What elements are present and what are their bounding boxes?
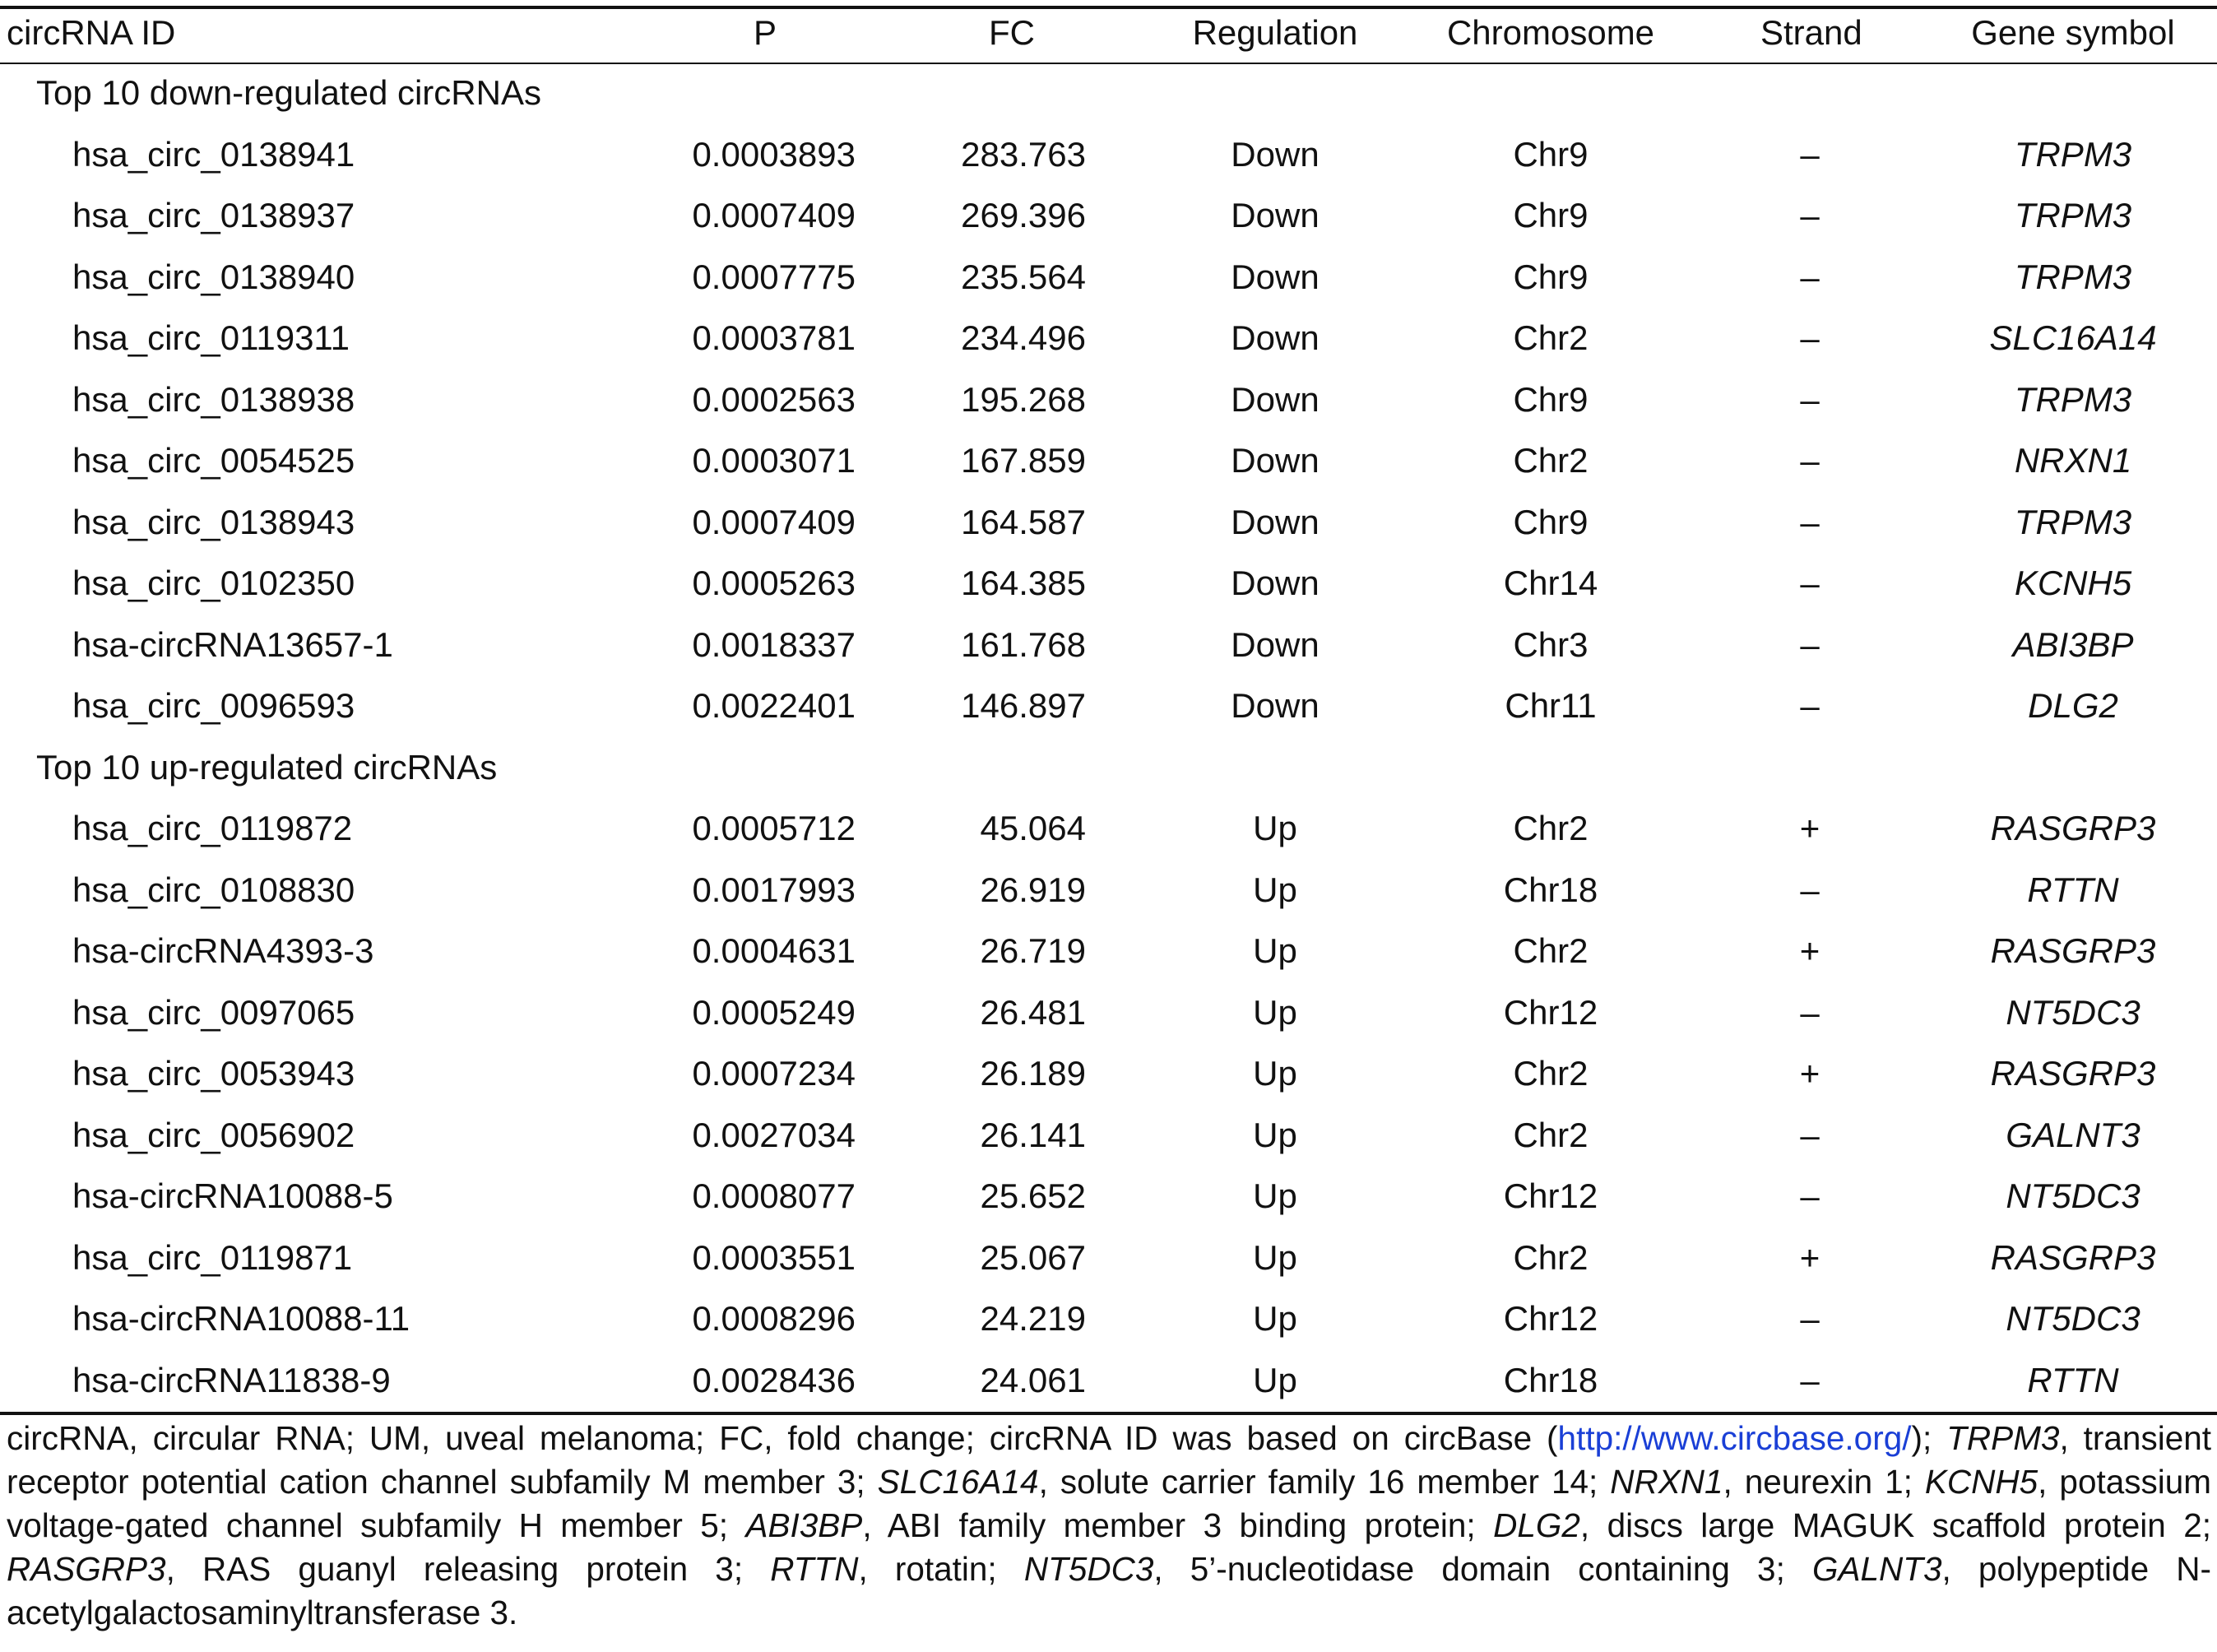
cell-gene-symbol: RASGRP3 [1990,931,2156,970]
table-row [0,492,2217,553]
cell-strand: – [1800,1176,1820,1215]
table-row [0,430,2217,491]
cell-regulation: Down [1231,379,1320,419]
gene-abbrev: GALNT3 [1811,1550,1942,1588]
cell-p-value: 0.0022401 [692,686,856,725]
cell-circrna-id: hsa-circRNA10088-11 [72,1299,410,1338]
cell-p-value: 0.0007409 [692,502,856,541]
header-fc: FC [989,13,1035,52]
footnote-text: , discs large MAGUK scaffold protein 2; [1579,1506,2211,1544]
cell-strand: + [1799,1237,1820,1277]
cell-regulation: Down [1231,318,1320,357]
table-row [0,675,2217,736]
gene-abbrev: NRXN1 [1610,1463,1723,1501]
cell-circrna-id: hsa_circ_0102350 [72,564,355,602]
cell-strand: + [1799,809,1820,847]
cell-circrna-id: hsa_circ_0138940 [72,257,355,296]
cell-chromosome: Chr12 [1503,992,1598,1032]
table-row [0,308,2217,369]
cell-fold-change: 26.719 [980,931,1086,970]
cell-p-value: 0.0003893 [692,134,856,174]
cell-gene-symbol: RTTN [2027,870,2119,909]
table-row [0,860,2217,921]
cell-gene-symbol: TRPM3 [2014,257,2132,296]
gene-abbrev: RASGRP3 [7,1550,166,1588]
cell-regulation: Down [1231,441,1320,480]
cell-p-value: 0.0008077 [692,1176,856,1215]
cell-circrna-id: hsa_circ_0097065 [72,992,355,1032]
cell-circrna-id: hsa_circ_0119311 [72,318,350,357]
table-row [0,798,2217,859]
cell-circrna-id: hsa-circRNA4393-3 [72,931,374,970]
cell-regulation: Up [1253,1054,1297,1093]
cell-p-value: 0.0017993 [692,870,856,909]
cell-chromosome: Chr3 [1513,624,1589,664]
cell-chromosome: Chr2 [1513,441,1589,480]
cell-strand: – [1800,134,1820,174]
cell-fold-change: 234.496 [961,318,1086,357]
gene-abbrev: KCNH5 [1924,1463,2038,1501]
table-row [0,1105,2217,1166]
cell-regulation: Up [1253,1360,1297,1399]
cell-regulation: Up [1253,1176,1297,1215]
cell-gene-symbol: RASGRP3 [1990,809,2156,847]
table-row [0,553,2217,614]
table-row [0,1288,2217,1349]
cell-gene-symbol: GALNT3 [2006,1115,2140,1154]
cell-p-value: 0.0005249 [692,992,856,1032]
cell-fold-change: 24.219 [980,1299,1086,1338]
footnote-text: , potassium voltage-gated channel subfamily H member 5; [7,1463,2211,1544]
header-gene-symbol: Gene symbol [1971,13,2175,52]
cell-fold-change: 195.268 [961,379,1086,419]
cell-regulation: Up [1253,870,1297,909]
table-bottom-rule [0,1412,2217,1415]
gene-abbrev: RTTN [770,1550,859,1588]
table-row [0,615,2217,675]
cell-p-value: 0.0008296 [692,1299,856,1338]
cell-fold-change: 24.061 [980,1360,1086,1399]
cell-chromosome: Chr18 [1503,1360,1598,1399]
cell-circrna-id: hsa_circ_0119872 [72,809,353,847]
cell-regulation: Up [1253,1237,1297,1277]
cell-p-value: 0.0007234 [692,1054,856,1093]
cell-strand: – [1800,686,1820,725]
cell-strand: – [1800,196,1820,234]
cell-gene-symbol: KCNH5 [2014,564,2132,602]
cell-gene-symbol: TRPM3 [2014,502,2132,541]
cell-p-value: 0.0018337 [692,624,856,664]
cell-circrna-id: hsa-circRNA13657-1 [72,624,393,664]
cell-p-value: 0.0003071 [692,441,856,480]
cell-circrna-id: hsa_circ_0138941 [72,134,355,174]
cell-fold-change: 26.919 [980,870,1086,909]
footnote-text: ); [1911,1419,1947,1457]
header-chromosome: Chromosome [1446,13,1655,52]
table-row [0,921,2217,981]
footnote-text: , solute carrier family 16 member 14; [1038,1463,1611,1501]
cell-regulation: Down [1231,564,1320,602]
cell-gene-symbol: ABI3BP [2012,624,2134,664]
cell-chromosome: Chr2 [1513,1237,1589,1277]
cell-strand: – [1800,1299,1820,1338]
circbase-link[interactable]: http://www.circbase.org/ [1557,1419,1912,1457]
cell-circrna-id: hsa_circ_0056902 [72,1115,355,1154]
cell-regulation: Down [1231,686,1320,725]
cell-fold-change: 26.189 [980,1054,1086,1093]
gene-abbrev: NT5DC3 [1023,1550,1154,1588]
cell-fold-change: 146.897 [961,686,1086,725]
cell-regulation: Up [1253,992,1297,1032]
cell-gene-symbol: TRPM3 [2014,196,2132,234]
header-regulation: Regulation [1192,13,1358,52]
cell-circrna-id: hsa-circRNA10088-5 [72,1176,393,1215]
cell-strand: – [1800,1115,1820,1154]
cell-regulation: Down [1231,196,1320,234]
cell-strand: + [1799,1054,1820,1093]
cell-circrna-id: hsa_circ_0138937 [72,196,355,234]
cell-p-value: 0.0028436 [692,1360,856,1399]
table-row [0,982,2217,1043]
cell-fold-change: 26.141 [980,1115,1086,1154]
table-header-row [0,2,2217,63]
cell-chromosome: Chr9 [1513,379,1589,419]
cell-p-value: 0.0027034 [692,1115,856,1154]
cell-gene-symbol: RTTN [2027,1360,2119,1399]
cell-regulation: Down [1231,257,1320,296]
cell-chromosome: Chr9 [1513,134,1589,174]
footnote-text: , neurexin 1; [1723,1463,1925,1501]
cell-regulation: Down [1231,134,1320,174]
cell-p-value: 0.0004631 [692,931,856,970]
section-heading: Top 10 up-regulated circRNAs [36,747,498,787]
cell-regulation: Down [1231,502,1320,541]
cell-circrna-id: hsa_circ_0108830 [72,870,355,909]
table-row [0,185,2217,246]
table-row [0,1166,2217,1227]
cell-p-value: 0.0007775 [692,257,856,296]
cell-circrna-id: hsa_circ_0054525 [72,441,355,480]
table-footnote [7,1417,2211,1635]
cell-strand: – [1800,257,1820,296]
header-circrna-id: circRNA ID [7,13,176,52]
footnote-text: , 5’-nucleotidase domain containing 3; [1153,1550,1812,1588]
cell-chromosome: Chr2 [1513,1115,1589,1154]
cell-strand: – [1800,870,1820,909]
cell-circrna-id: hsa_circ_0096593 [72,686,355,725]
cell-gene-symbol: NRXN1 [2014,441,2132,480]
cell-chromosome: Chr2 [1513,318,1589,357]
cell-regulation: Up [1253,1299,1297,1338]
cell-chromosome: Chr18 [1503,870,1598,909]
cell-p-value: 0.0005712 [692,809,856,847]
footnote-text: , RAS guanyl releasing protein 3; [165,1550,771,1588]
table-row [0,1227,2217,1288]
cell-circrna-id: hsa_circ_0119871 [72,1237,353,1277]
footnote-text: , polypeptide N-acetylgalactosaminyltransferase 3. [7,1550,2211,1631]
cell-fold-change: 25.067 [980,1237,1086,1277]
cell-strand: – [1800,502,1820,541]
cell-chromosome: Chr9 [1513,196,1589,234]
cell-gene-symbol: NT5DC3 [2006,992,2140,1032]
table-row [0,1043,2217,1104]
cell-chromosome: Chr2 [1513,1054,1589,1093]
cell-chromosome: Chr2 [1513,809,1589,847]
header-p: P [753,13,777,52]
cell-chromosome: Chr14 [1503,564,1598,602]
cell-regulation: Up [1253,931,1297,970]
table-row [0,124,2217,185]
table-row [0,369,2217,430]
cell-chromosome: Chr2 [1513,931,1589,970]
cell-fold-change: 167.859 [961,441,1086,480]
gene-abbrev: ABI3BP [745,1506,863,1544]
cell-strand: – [1800,624,1820,664]
footnote-text: circRNA, circular RNA; UM, uveal melanoma; FC, fold change; circRNA ID was based on circBase ( [7,1419,1558,1457]
cell-strand: – [1800,441,1820,480]
cell-p-value: 0.0003551 [692,1237,856,1277]
footnote-text: , ABI family member 3 binding protein; [862,1506,1494,1544]
cell-chromosome: Chr9 [1513,257,1589,296]
cell-gene-symbol: TRPM3 [2014,379,2132,419]
section-heading: Top 10 down-regulated circRNAs [36,73,541,112]
cell-gene-symbol: RASGRP3 [1990,1237,2156,1277]
cell-strand: – [1800,992,1820,1032]
footnote-text: , transient receptor potential cation channel subfamily M member 3; [7,1419,2212,1501]
gene-abbrev: SLC16A14 [877,1463,1039,1501]
cell-gene-symbol: NT5DC3 [2006,1299,2140,1338]
cell-regulation: Up [1253,1115,1297,1154]
cell-circrna-id: hsa_circ_0138943 [72,502,355,541]
cell-fold-change: 45.064 [980,809,1086,847]
cell-regulation: Down [1231,624,1320,664]
cell-fold-change: 283.763 [961,134,1086,174]
cell-fold-change: 26.481 [980,992,1086,1032]
table-row [0,1350,2217,1411]
cell-strand: – [1800,564,1820,602]
cell-gene-symbol: SLC16A14 [1989,318,2157,357]
cell-chromosome: Chr12 [1503,1299,1598,1338]
cell-circrna-id: hsa-circRNA11838-9 [72,1360,391,1399]
cell-chromosome: Chr11 [1505,686,1597,725]
cell-gene-symbol: DLG2 [2028,686,2118,725]
cell-gene-symbol: RASGRP3 [1990,1054,2156,1093]
cell-fold-change: 25.652 [980,1176,1086,1215]
cell-strand: + [1799,931,1820,970]
cell-p-value: 0.0002563 [692,379,856,419]
cell-fold-change: 269.396 [961,196,1086,234]
cell-gene-symbol: TRPM3 [2014,134,2132,174]
footnote-text: , rotatin; [858,1550,1024,1588]
cell-chromosome: Chr12 [1503,1176,1598,1215]
header-strand: Strand [1760,13,1862,52]
cell-strand: – [1800,318,1820,357]
cell-fold-change: 161.768 [961,624,1086,664]
cell-chromosome: Chr9 [1513,502,1589,541]
cell-strand: – [1800,1360,1820,1399]
table-row [0,247,2217,308]
cell-fold-change: 164.385 [961,564,1086,602]
gene-abbrev: TRPM3 [1946,1419,2060,1457]
cell-gene-symbol: NT5DC3 [2006,1176,2140,1215]
cell-fold-change: 235.564 [961,257,1086,296]
cell-p-value: 0.0007409 [692,196,856,234]
cell-regulation: Up [1253,809,1297,847]
cell-p-value: 0.0003781 [692,318,856,357]
cell-circrna-id: hsa_circ_0138938 [72,379,355,419]
gene-abbrev: DLG2 [1493,1506,1580,1544]
cell-p-value: 0.0005263 [692,564,856,602]
cell-strand: – [1800,379,1820,419]
cell-circrna-id: hsa_circ_0053943 [72,1054,355,1093]
cell-fold-change: 164.587 [961,502,1086,541]
